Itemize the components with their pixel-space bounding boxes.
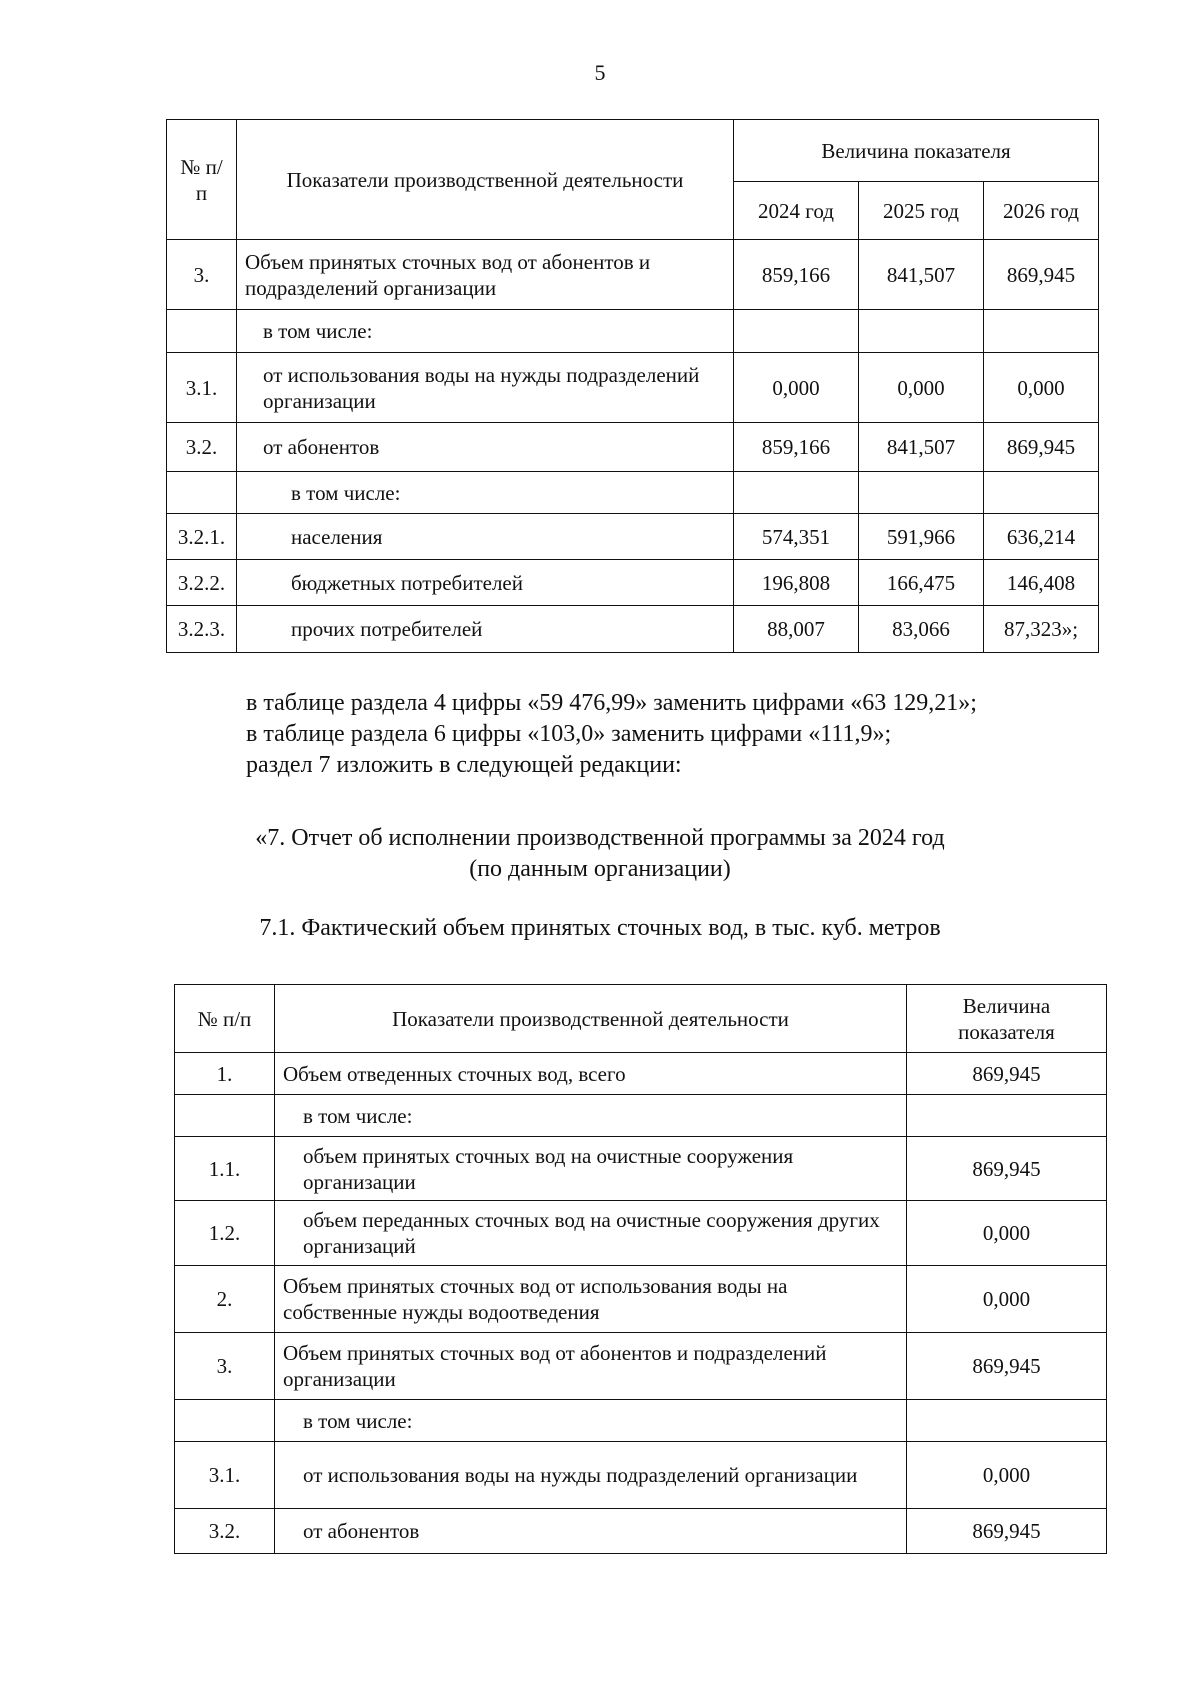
row-value-2024: 88,007 bbox=[734, 606, 859, 653]
row-name: населения bbox=[237, 514, 734, 560]
header-year-2026: 2026 год bbox=[984, 182, 1099, 240]
row-name: в том числе: bbox=[275, 1400, 907, 1442]
row-value-2025: 83,066 bbox=[859, 606, 984, 653]
row-value-2024: 196,808 bbox=[734, 560, 859, 606]
row-value: 0,000 bbox=[907, 1201, 1107, 1266]
row-num: 3.1. bbox=[167, 353, 237, 423]
header-num: № п/п bbox=[175, 985, 275, 1053]
row-num: 3. bbox=[175, 1333, 275, 1400]
row-name: бюджетных потребителей bbox=[237, 560, 734, 606]
row-num: 1.1. bbox=[175, 1137, 275, 1201]
row-value-2025: 841,507 bbox=[859, 240, 984, 310]
row-value-2025: 841,507 bbox=[859, 423, 984, 472]
header-year-2024: 2024 год bbox=[734, 182, 859, 240]
row-value bbox=[907, 1400, 1107, 1442]
row-num: 3.1. bbox=[175, 1442, 275, 1509]
row-name: Объем отведенных сточных вод, всего bbox=[275, 1053, 907, 1095]
table-row bbox=[175, 1333, 1107, 1400]
header-value-group: Величина показателя bbox=[734, 120, 1099, 182]
row-value-2024: 859,166 bbox=[734, 423, 859, 472]
row-value bbox=[907, 1095, 1107, 1137]
row-name: от использования воды на нужды подразделений организации bbox=[275, 1442, 907, 1509]
table-row bbox=[175, 1442, 1107, 1509]
row-value-2025 bbox=[859, 310, 984, 353]
section-7-title-line2: (по данным организации) bbox=[469, 856, 731, 882]
row-num: 3.2.3. bbox=[167, 606, 237, 653]
row-name: от абонентов bbox=[275, 1509, 907, 1554]
row-value-2025 bbox=[859, 472, 984, 514]
row-value-2026: 146,408 bbox=[984, 560, 1099, 606]
page-number: 5 bbox=[594, 60, 606, 85]
row-value-2026: 869,945 bbox=[984, 423, 1099, 472]
row-value-2026: 636,214 bbox=[984, 514, 1099, 560]
row-num bbox=[167, 472, 237, 514]
table-row bbox=[167, 240, 1099, 310]
header-indicator: Показатели производственной деятельности bbox=[275, 985, 907, 1053]
table-row bbox=[175, 1400, 1107, 1442]
amendment-text bbox=[246, 688, 977, 781]
row-name: Объем принятых сточных вод от использования воды на собственные нужды водоотведения bbox=[275, 1266, 907, 1333]
production-indicators-table-actual bbox=[174, 984, 1107, 1554]
production-indicators-table-forecast bbox=[166, 119, 1099, 653]
row-name: в том числе: bbox=[237, 310, 734, 353]
table-row bbox=[167, 514, 1099, 560]
row-value-2024: 859,166 bbox=[734, 240, 859, 310]
row-num: 3.2. bbox=[167, 423, 237, 472]
header-num: № п/п bbox=[167, 120, 237, 240]
row-num: 3.2.2. bbox=[167, 560, 237, 606]
row-value-2026 bbox=[984, 472, 1099, 514]
row-name: в том числе: bbox=[275, 1095, 907, 1137]
row-name: прочих потребителей bbox=[237, 606, 734, 653]
row-name: Объем принятых сточных вод от абонентов и подразделений организации bbox=[237, 240, 734, 310]
row-name: от использования воды на нужды подразделений организации bbox=[237, 353, 734, 423]
row-value: 869,945 bbox=[907, 1509, 1107, 1554]
row-value-2025: 166,475 bbox=[859, 560, 984, 606]
table-row bbox=[167, 560, 1099, 606]
table-row bbox=[167, 310, 1099, 353]
row-value-2026: 869,945 bbox=[984, 240, 1099, 310]
row-value-2024: 0,000 bbox=[734, 353, 859, 423]
row-value: 869,945 bbox=[907, 1053, 1107, 1095]
table-row bbox=[167, 606, 1099, 653]
header-value: Величина показателя bbox=[907, 985, 1107, 1053]
row-num: 3.2. bbox=[175, 1509, 275, 1554]
row-value: 0,000 bbox=[907, 1442, 1107, 1509]
row-num bbox=[175, 1095, 275, 1137]
table-row bbox=[175, 1201, 1107, 1266]
amendment-line: в таблице раздела 4 цифры «59 476,99» заменить цифрами «63 129,21»; bbox=[246, 690, 977, 716]
row-value-2024: 574,351 bbox=[734, 514, 859, 560]
table-row bbox=[167, 472, 1099, 514]
row-num: 1.2. bbox=[175, 1201, 275, 1266]
row-value-2026: 87,323»; bbox=[984, 606, 1099, 653]
row-value-2025: 0,000 bbox=[859, 353, 984, 423]
section-7-title bbox=[0, 823, 1200, 885]
row-value-2024 bbox=[734, 310, 859, 353]
row-name: в том числе: bbox=[237, 472, 734, 514]
row-num bbox=[167, 310, 237, 353]
row-value: 869,945 bbox=[907, 1137, 1107, 1201]
row-num bbox=[175, 1400, 275, 1442]
row-value-2025: 591,966 bbox=[859, 514, 984, 560]
row-value: 869,945 bbox=[907, 1333, 1107, 1400]
section-7-1-title: 7.1. Фактический объем принятых сточных вод, в тыс. куб. метров bbox=[259, 915, 941, 941]
table-row bbox=[167, 353, 1099, 423]
row-value: 0,000 bbox=[907, 1266, 1107, 1333]
row-name: объем принятых сточных вод на очистные сооружения организации bbox=[275, 1137, 907, 1201]
amendment-line: раздел 7 изложить в следующей редакции: bbox=[246, 752, 682, 778]
row-value-2026 bbox=[984, 310, 1099, 353]
row-num: 3.2.1. bbox=[167, 514, 237, 560]
row-name: от абонентов bbox=[237, 423, 734, 472]
table-row bbox=[175, 1095, 1107, 1137]
row-name: Объем принятых сточных вод от абонентов и подразделений организации bbox=[275, 1333, 907, 1400]
section-7-title-line1: «7. Отчет об исполнении производственной программы за 2024 год bbox=[255, 825, 945, 851]
row-name: объем переданных сточных вод на очистные сооружения других организаций bbox=[275, 1201, 907, 1266]
table-row bbox=[167, 423, 1099, 472]
table-row bbox=[175, 1266, 1107, 1333]
row-num: 2. bbox=[175, 1266, 275, 1333]
header-year-2025: 2025 год bbox=[859, 182, 984, 240]
table-row bbox=[175, 1137, 1107, 1201]
table-row bbox=[175, 1509, 1107, 1554]
header-indicator: Показатели производственной деятельности bbox=[237, 120, 734, 240]
row-value-2026: 0,000 bbox=[984, 353, 1099, 423]
table-row bbox=[175, 1053, 1107, 1095]
row-num: 1. bbox=[175, 1053, 275, 1095]
row-value-2024 bbox=[734, 472, 859, 514]
row-num: 3. bbox=[167, 240, 237, 310]
amendment-line: в таблице раздела 6 цифры «103,0» заменить цифрами «111,9»; bbox=[246, 721, 892, 747]
